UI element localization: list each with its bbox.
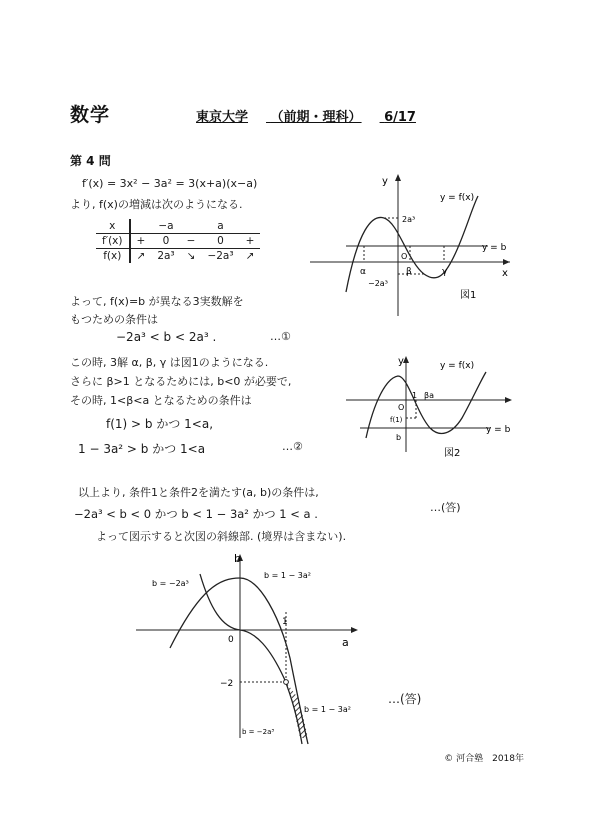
table-cell: 0 [201, 234, 239, 249]
fig2-curve-label: y = f(x) [440, 361, 475, 371]
table-cell: a [201, 219, 239, 234]
fig1-max-label: 2a³ [402, 215, 416, 224]
fig1-line-label: y = b [482, 243, 507, 253]
fig2-f1: f(1) [390, 416, 403, 424]
parabola-boundary [170, 578, 308, 744]
parabola-label: b = 1 − 3a² [264, 571, 311, 580]
fig2-b: b [396, 433, 402, 442]
minus-two-label: −2 [220, 679, 234, 689]
fig1-y-label: y [382, 176, 388, 187]
increase-decrease-table [96, 219, 260, 263]
cubic-curve [346, 196, 478, 292]
derivative-line: f′(x) = 3x² − 3a² = 3(x+a)(x−a) [82, 177, 258, 190]
b-axis-label: b [234, 552, 241, 565]
fig2-y-label: y [398, 356, 404, 367]
condition-2: 1 − 3a² > b かつ 1<a [78, 442, 206, 456]
beta-line: さらに β>1 となるためには, b<0 が必要で, [70, 375, 292, 388]
one-label: 1 [282, 617, 288, 627]
fig1-caption: 図1 [460, 290, 477, 301]
fig2-line-label: y = b [486, 425, 511, 435]
table-row [96, 234, 260, 249]
table-cell: 0 [151, 234, 180, 249]
x-axis-arrow [503, 259, 510, 265]
table-cell: ↗ [136, 250, 146, 262]
university-name: 東京大学 [196, 110, 249, 125]
fig2-caption: 図2 [444, 448, 461, 459]
table-cell: ↘ [186, 250, 196, 262]
final-condition: −2a³ < b < 0 かつ b < 1 − 3a² かつ 1 < a . [74, 507, 318, 521]
y-axis-arrow [395, 174, 401, 181]
range-line: その時, 1<β<a となるための条件は [70, 394, 252, 407]
x-axis-arrow [505, 397, 512, 403]
roots-line: この時, 3解 α, β, γ は図1のようになる. [70, 356, 269, 369]
parabola-label-2: b = 1 − 3a² [304, 705, 351, 714]
fig1-curve-label: y = f(x) [440, 193, 475, 203]
table-cell [240, 219, 261, 234]
condition-1: −2a³ < b < 2a³ . [116, 330, 217, 344]
table-cell [181, 219, 202, 234]
cubic-label: b = −2a³ [152, 579, 189, 588]
cubic-label-2: b = −2a³ [242, 728, 275, 736]
fig2-beta-a: βa [424, 391, 435, 400]
table-cell: x [96, 219, 130, 234]
exam-name: （前期・理科） [270, 110, 362, 125]
condition-line-1: よって, f(x)=b が異なる3実数解を [70, 295, 244, 308]
subject-title: 数学 [70, 104, 111, 126]
fig1-x-label: x [502, 268, 508, 279]
open-point [284, 680, 289, 685]
table-cell: f′(x) [96, 234, 130, 249]
figure-answer-tag: …(答) [388, 692, 422, 706]
fig1-gamma: γ [442, 267, 448, 277]
condition-1-tag: …① [270, 330, 291, 343]
answer-region-figure [130, 548, 370, 748]
table-cell: − [181, 234, 202, 249]
table-cell: + [240, 234, 261, 249]
f1-condition: f(1) > b かつ 1<a, [106, 417, 214, 431]
fig1-origin: O [401, 252, 408, 261]
final-answer-tag: …(答) [430, 501, 461, 514]
figure-1 [306, 170, 520, 318]
condition-line-2: もつための条件は [70, 313, 158, 326]
table-cell: + [130, 234, 152, 249]
table-cell: ↗ [245, 250, 255, 262]
table-cell: 2a³ [157, 250, 175, 262]
table-row [96, 219, 260, 234]
exam-header [196, 106, 434, 125]
origin-label: 0 [228, 635, 234, 645]
cubic-boundary [200, 574, 302, 744]
question-label: 第 4 問 [70, 154, 111, 168]
fig1-min-label: −2a³ [368, 279, 388, 288]
a-axis-arrow [351, 627, 358, 633]
figure-2 [340, 352, 516, 462]
fig2-one: 1 [412, 391, 418, 400]
conclusion-line: 以上より, 条件1と条件2を満たす(a, b)の条件は, [78, 486, 319, 499]
fig1-beta: β [406, 267, 412, 277]
copyright: © 河合塾 2018年 [444, 754, 524, 764]
region-line: よって図示すると次図の斜線部. (境界は含まない). [96, 530, 347, 543]
fig1-alpha: α [360, 267, 366, 277]
page-number: 6/17 [384, 110, 416, 125]
fig2-origin: O [398, 403, 405, 412]
a-axis-label: a [342, 636, 349, 649]
table-row [96, 249, 260, 264]
increase-decrease-line: より, f(x)の増減は次のようになる. [70, 198, 243, 211]
condition-2-tag: …② [282, 440, 303, 453]
table-cell [130, 219, 152, 234]
table-cell: −a [151, 219, 180, 234]
table-cell: f(x) [96, 249, 130, 264]
table-cell: −2a³ [207, 250, 234, 262]
